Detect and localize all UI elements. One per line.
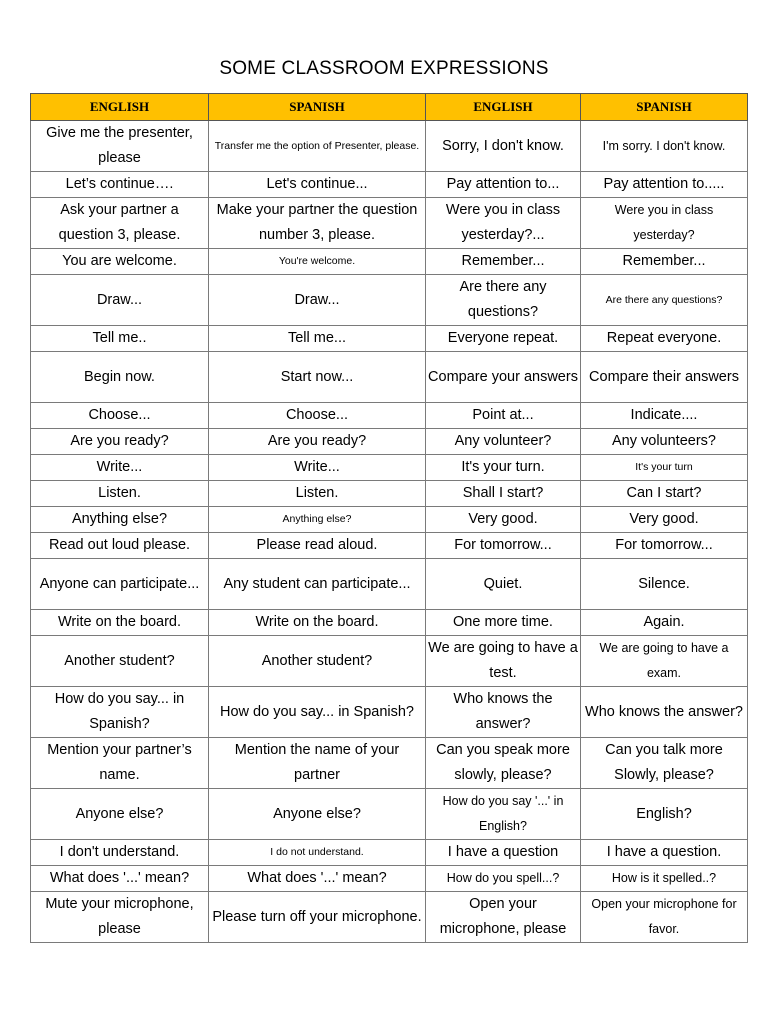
table-cell: I do not understand.	[209, 840, 426, 866]
table-cell: Let's continue...	[209, 172, 426, 198]
table-cell: Let’s continue….	[31, 172, 209, 198]
table-cell: Give me the presenter, please	[31, 121, 209, 172]
table-cell: How is it spelled..?	[581, 866, 748, 892]
table-cell: Tell me...	[209, 326, 426, 352]
table-cell: Mention the name of your partner	[209, 738, 426, 789]
table-cell: Very good.	[581, 507, 748, 533]
table-row	[31, 275, 748, 326]
table-row	[31, 172, 748, 198]
table-cell: Anyone can participate...	[31, 559, 209, 610]
table-cell: Any volunteers?	[581, 429, 748, 455]
table-cell: Start now...	[209, 352, 426, 403]
table-cell: Write on the board.	[31, 610, 209, 636]
table-cell: Write on the board.	[209, 610, 426, 636]
table-cell: Read out loud please.	[31, 533, 209, 559]
table-cell: Listen.	[31, 481, 209, 507]
table-cell: Who knows the answer?	[581, 687, 748, 738]
table-cell: Choose...	[31, 403, 209, 429]
table-row	[31, 533, 748, 559]
table-cell: You're welcome.	[209, 249, 426, 275]
table-row	[31, 403, 748, 429]
table-cell: How do you spell...?	[426, 866, 581, 892]
table-cell: Point at...	[426, 403, 581, 429]
table-cell: Are you ready?	[209, 429, 426, 455]
table-cell: Again.	[581, 610, 748, 636]
table-row	[31, 866, 748, 892]
table-cell: I don't understand.	[31, 840, 209, 866]
table-cell: Who knows the answer?	[426, 687, 581, 738]
table-row	[31, 481, 748, 507]
table-cell: You are welcome.	[31, 249, 209, 275]
table-cell: It's your turn	[581, 455, 748, 481]
table-row	[31, 687, 748, 738]
table-row	[31, 198, 748, 249]
table-cell: Anyone else?	[31, 789, 209, 840]
table-cell: Any student can participate...	[209, 559, 426, 610]
table-cell: Everyone repeat.	[426, 326, 581, 352]
table-cell: Choose...	[209, 403, 426, 429]
table-cell: We are going to have a exam.	[581, 636, 748, 687]
table-row	[31, 455, 748, 481]
table-header-row	[31, 94, 748, 121]
table-cell: Open your microphone for favor.	[581, 892, 748, 943]
table-cell: Draw...	[31, 275, 209, 326]
table-cell: Listen.	[209, 481, 426, 507]
table-cell: Can you speak more slowly, please?	[426, 738, 581, 789]
table-row	[31, 636, 748, 687]
header-english-1: ENGLISH	[31, 94, 209, 121]
table-row	[31, 610, 748, 636]
table-row	[31, 559, 748, 610]
table-cell: Write...	[31, 455, 209, 481]
table-cell: Are you ready?	[31, 429, 209, 455]
table-cell: What does '...' mean?	[209, 866, 426, 892]
table-cell: Anything else?	[209, 507, 426, 533]
table-cell: Please turn off your microphone.	[209, 892, 426, 943]
table-row	[31, 429, 748, 455]
table-cell: Begin now.	[31, 352, 209, 403]
table-cell: I'm sorry. I don't know.	[581, 121, 748, 172]
table-cell: Anyone else?	[209, 789, 426, 840]
table-cell: Very good.	[426, 507, 581, 533]
table-cell: Another student?	[31, 636, 209, 687]
expressions-table	[30, 93, 748, 943]
table-cell: Open your microphone, please	[426, 892, 581, 943]
table-cell: Compare your answers	[426, 352, 581, 403]
table-cell: For tomorrow...	[581, 533, 748, 559]
table-cell: How do you say... in Spanish?	[209, 687, 426, 738]
table-cell: It's your turn.	[426, 455, 581, 481]
table-cell: Were you in class yesterday?	[581, 198, 748, 249]
table-cell: Remember...	[426, 249, 581, 275]
table-cell: Repeat everyone.	[581, 326, 748, 352]
table-cell: Make your partner the question number 3, please.	[209, 198, 426, 249]
table-row	[31, 507, 748, 533]
table-cell: Another student?	[209, 636, 426, 687]
table-row	[31, 121, 748, 172]
table-cell: Mention your partner’s name.	[31, 738, 209, 789]
table-cell: Are there any questions?	[426, 275, 581, 326]
table-cell: We are going to have a test.	[426, 636, 581, 687]
table-body	[31, 121, 748, 943]
table-cell: Can you talk more Slowly, please?	[581, 738, 748, 789]
table-cell: Indicate....	[581, 403, 748, 429]
table-cell: How do you say '...' in English?	[426, 789, 581, 840]
table-cell: I have a question	[426, 840, 581, 866]
table-cell: Can I start?	[581, 481, 748, 507]
table-cell: Pay attention to...	[426, 172, 581, 198]
table-cell: Were you in class yesterday?...	[426, 198, 581, 249]
table-cell: Tell me..	[31, 326, 209, 352]
table-row	[31, 738, 748, 789]
table-cell: Are there any questions?	[581, 275, 748, 326]
table-cell: One more time.	[426, 610, 581, 636]
table-row	[31, 892, 748, 943]
table-cell: What does '...' mean?	[31, 866, 209, 892]
table-cell: English?	[581, 789, 748, 840]
header-english-2: ENGLISH	[426, 94, 581, 121]
table-cell: Anything else?	[31, 507, 209, 533]
table-cell: Quiet.	[426, 559, 581, 610]
table-cell: Transfer me the option of Presenter, please.	[209, 121, 426, 172]
table-cell: Silence.	[581, 559, 748, 610]
table-row	[31, 789, 748, 840]
table-cell: Mute your microphone, please	[31, 892, 209, 943]
table-cell: Remember...	[581, 249, 748, 275]
table-row	[31, 352, 748, 403]
table-cell: Write...	[209, 455, 426, 481]
table-cell: Shall I start?	[426, 481, 581, 507]
table-cell: I have a question.	[581, 840, 748, 866]
table-cell: Ask your partner a question 3, please.	[31, 198, 209, 249]
table-cell: Any volunteer?	[426, 429, 581, 455]
table-cell: For tomorrow...	[426, 533, 581, 559]
table-row	[31, 840, 748, 866]
table-cell: Compare their answers	[581, 352, 748, 403]
table-row	[31, 326, 748, 352]
table-cell: Pay attention to.....	[581, 172, 748, 198]
table-cell: Draw...	[209, 275, 426, 326]
page-title: SOME CLASSROOM EXPRESSIONS	[219, 58, 549, 79]
header-spanish-2: SPANISH	[581, 94, 748, 121]
header-spanish-1: SPANISH	[209, 94, 426, 121]
table-cell: Sorry, I don't know.	[426, 121, 581, 172]
table-cell: How do you say... in Spanish?	[31, 687, 209, 738]
table-cell: Please read aloud.	[209, 533, 426, 559]
table-row	[31, 249, 748, 275]
